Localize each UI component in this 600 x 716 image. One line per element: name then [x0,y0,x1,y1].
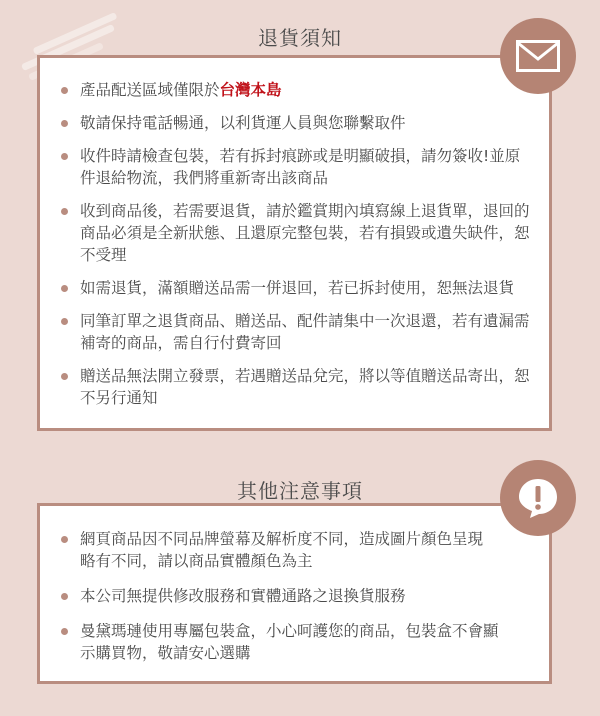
list-item [40,620,549,664]
item-text: 本公司無提供修改服務和實體通路之退換貨服務 [80,587,406,605]
notes-title: 其他注意事項 [237,479,363,503]
item-text: 敬請保持電話暢通，以利貨運人員與您聯繫取件 [80,114,406,132]
notes-box [37,503,552,684]
list-item [40,200,549,266]
returns-box [37,55,552,431]
item-text: 收件時請檢查包裝，若有拆封痕跡或是明顯破損，請勿簽收!並原件退給物流，我們將重新寄出該商品 [80,147,521,187]
list-item [40,585,549,607]
returns-list [40,58,549,409]
list-item [40,277,549,299]
bullet-icon [61,628,68,635]
list-item [40,79,549,101]
envelope-icon [500,18,576,94]
exclamation-icon [500,460,576,536]
bullet-icon [61,153,68,160]
bullet-icon [61,373,68,380]
notes-list [40,506,549,664]
item-text: 產品配送區域僅限於 [80,81,220,99]
bullet-icon [61,285,68,292]
returns-title: 退貨須知 [258,26,342,50]
list-item [40,528,549,572]
bullet-icon [61,208,68,215]
list-item [40,145,549,189]
bullet-icon [61,536,68,543]
item-text: 贈送品無法開立發票，若遇贈送品兌完，將以等值贈送品寄出，恕不另行通知 [80,367,530,407]
bullet-icon [61,120,68,127]
item-text: 網頁商品因不同品牌螢幕及解析度不同，造成圖片顏色呈現略有不同，請以商品實體顏色為主 [80,530,484,570]
item-text: 如需退貨，滿額贈送品需一併退回，若已拆封使用，恕無法退貨 [80,279,515,297]
bullet-icon [61,318,68,325]
item-text: 收到商品後，若需要退貨，請於鑑賞期內填寫線上退貨單，退回的商品必須是全新狀態、且還原完整包裝，若有損毀或遺失缺件，恕不受理 [80,202,530,264]
bullet-icon [61,593,68,600]
list-item [40,365,549,409]
item-text: 曼黛瑪璉使用專屬包裝盒，小心呵護您的商品，包裝盒不會顯示購買物，敬請安心選購 [80,622,499,662]
bullet-icon [61,87,68,94]
list-item [40,112,549,134]
list-item [40,310,549,354]
highlight-text: 台灣本島 [219,81,282,99]
item-text: 同筆訂單之退貨商品、贈送品、配件請集中一次退還，若有遺漏需補寄的商品，需自行付費寄回 [80,312,530,352]
